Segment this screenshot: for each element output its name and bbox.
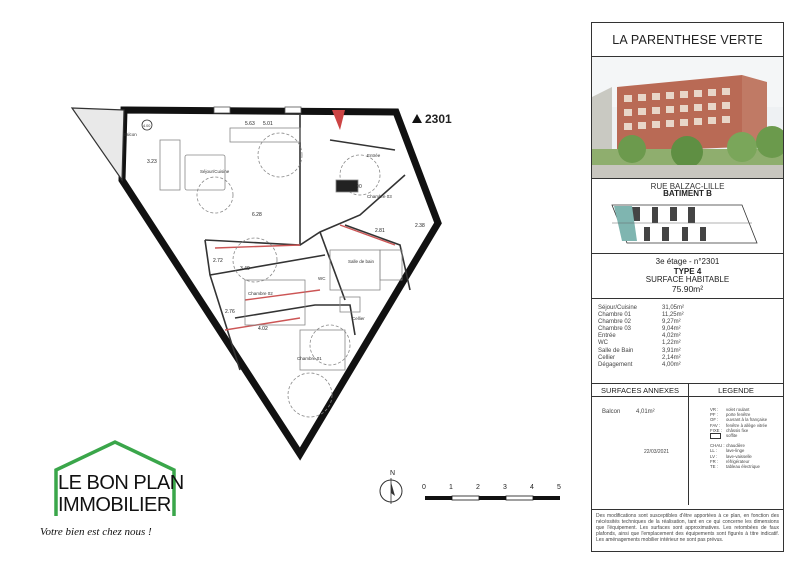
room-name: Chambre 02 (598, 319, 632, 326)
logo-tagline: Votre bien est chez nous ! (40, 526, 152, 538)
room-name: Dégagement (598, 361, 633, 368)
legend-value: fenêtre à allège vitrée (726, 422, 768, 428)
legend-value: soffite (726, 433, 738, 439)
room-area: 2,14m² (662, 354, 681, 361)
building-photo (592, 57, 783, 179)
legend-key: FIXE : (710, 427, 722, 433)
building-key-plan (592, 201, 783, 251)
room-name: Chambre 01 (598, 312, 632, 319)
legend-key: TE : (710, 464, 718, 470)
legend-list (710, 407, 767, 469)
scale-tick: 0 (422, 484, 426, 491)
room-label-sdb: Salle de bain (348, 259, 375, 264)
annex-label: Balcon (602, 409, 621, 415)
balcony-area-tag: 4.00 (143, 124, 151, 128)
address: RUE BALZAC-LILLE (650, 182, 725, 191)
north-label: N (390, 470, 396, 477)
dim-label: 2.72 (213, 258, 223, 264)
room-name: Cellier (598, 354, 616, 361)
scale-tick: 1 (449, 484, 453, 491)
legend-value: réfrigérateur (726, 458, 750, 464)
legend-key: LL : (710, 448, 718, 454)
annex-value: 4,01m² (636, 409, 655, 415)
legend-key: FAV : (710, 422, 721, 428)
floor-number: 3e étage - n°2301 (655, 257, 720, 266)
apartment-type: TYPE 4 (673, 267, 702, 276)
dim-label: 5.01 (263, 121, 273, 127)
legend-key: LV : (710, 453, 718, 459)
annex-header (592, 383, 783, 397)
balcony-label: Balcon (123, 132, 137, 137)
room-area: 11,25m² (662, 312, 684, 319)
unit-number: 2301 (425, 112, 452, 126)
legend-value: tableau électrique (726, 464, 760, 470)
dim-label: 6.28 (252, 212, 262, 218)
legend-key: FR : (710, 458, 719, 464)
room-name: Salle de Bain (598, 347, 634, 354)
room-label-chambre03: Chambre 03 (367, 194, 392, 199)
soffit-swatch-icon (710, 433, 721, 439)
legend-value: lave-linge (726, 448, 745, 454)
disclaimer: Des modifications sont susceptibles d'être apportées à ce plan, en fonction des nécéssités techniques de la réalisation, tant en ce qui concerne les dimensions que l'équipement. Les surfaces sont approximatives. Les retombées de faux plafonds, ainsi que l'emplacement des équipements sont figurés à titre indicatif. Les aménagements mobilier intérieur ne sont pas prévus. (592, 509, 783, 553)
dim-label: 3.23 (147, 159, 157, 165)
compass-icon (378, 478, 404, 504)
surface-value: 75.90m² (592, 284, 783, 299)
room-area: 3,91m² (662, 347, 681, 354)
room-label-wc: WC (318, 276, 326, 281)
logo-line2: IMMOBILIER (58, 494, 171, 516)
dim-label: 2.81 (375, 228, 385, 234)
building-name: BATIMENT B (663, 189, 712, 198)
scale-tick: 4 (530, 484, 534, 491)
room-row (598, 348, 778, 355)
legend-value: ouvrant à la française (726, 417, 768, 423)
legend-value: lave-vaisselle (726, 453, 752, 459)
room-label-chambre01: Chambre 01 (297, 356, 322, 361)
floor-plan (60, 100, 450, 470)
project-title: LA PARENTHESE VERTE (592, 23, 783, 57)
room-row (598, 340, 778, 347)
legend-row (710, 464, 767, 469)
room-row (598, 326, 778, 333)
room-areas-list (598, 305, 778, 369)
room-area: 9,04m² (662, 326, 681, 333)
info-panel (591, 22, 784, 552)
dim-label: 2.38 (415, 223, 425, 229)
room-row (598, 305, 778, 312)
legend-value: porte fenêtre (726, 412, 751, 418)
room-row (598, 333, 778, 340)
room-row (598, 362, 778, 369)
dim-label: 4.02 (258, 326, 268, 332)
balcony-area (72, 108, 124, 180)
room-label-chambre02: Chambre 02 (248, 291, 273, 296)
room-row (598, 355, 778, 362)
room-label-entree: Entrée (367, 153, 381, 158)
scale-tick: 2 (476, 484, 480, 491)
dim-label: 5.63 (245, 121, 255, 127)
legend-value: châssis fixe (726, 427, 749, 433)
scale-tick: 5 (557, 484, 561, 491)
unit-marker-icon (412, 114, 422, 123)
legend-key: VR : (710, 407, 719, 412)
plan-date: 22/03/2021 (644, 449, 670, 455)
logo-line1: LE BON PLAN (58, 472, 184, 494)
legend-header-label: LEGENDE (718, 385, 754, 395)
legend-key: OF : (710, 417, 719, 423)
dim-label: 3.49 (240, 266, 250, 272)
legend-key (710, 433, 726, 440)
dim-label: 4.90 (352, 184, 362, 190)
dim-label: 2.76 (225, 309, 235, 315)
room-name: Entrée (598, 333, 616, 340)
scale-bar (420, 490, 570, 510)
room-name: Séjour/Cuisine (598, 305, 638, 311)
room-row (598, 319, 778, 326)
room-label-sejour: Séjour/Cuisine (200, 169, 230, 174)
legend-key: CHAU : (710, 443, 725, 449)
legend-value: chaudière (726, 443, 745, 449)
room-area: 4,00m² (662, 361, 681, 368)
legend-key: PF : (710, 412, 718, 418)
legend-row (710, 433, 767, 440)
room-area: 9,27m² (662, 319, 681, 326)
room-area: 31,05m² (662, 305, 685, 311)
room-row (598, 312, 778, 319)
room-name: Chambre 03 (598, 326, 632, 333)
room-name: WC (598, 340, 608, 347)
apartment-outline (122, 110, 438, 454)
room-area: 4,02m² (662, 333, 681, 340)
room-label-cellier: Cellier (352, 316, 365, 321)
room-area: 1,22m² (662, 340, 681, 347)
scale-tick: 3 (503, 484, 507, 491)
annex-header-label: SURFACES ANNEXES (592, 384, 689, 396)
surface-label: SURFACE HABITABLE (645, 275, 730, 284)
legend-value: volet roulant (726, 407, 750, 412)
